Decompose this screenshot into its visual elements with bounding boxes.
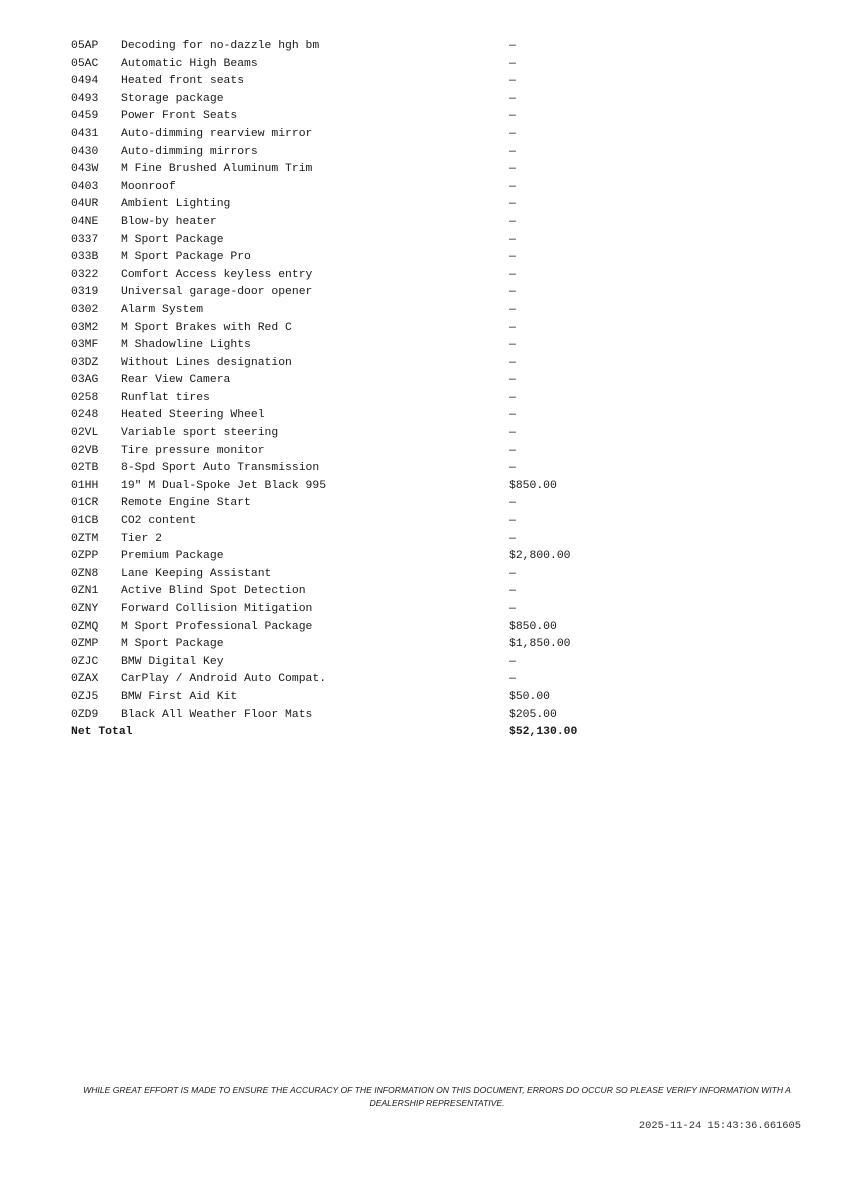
option-price: — [509,409,516,422]
option-description: Tire pressure monitor [121,444,265,457]
option-row [71,495,631,513]
option-description: Ambient Lighting [121,198,231,211]
option-row [71,302,631,320]
option-row [71,443,631,461]
option-description: Auto-dimming rearview mirror [121,127,313,140]
option-code: 05AP [71,40,99,52]
option-row [71,161,631,179]
option-row [71,249,631,267]
option-code: 0493 [71,92,99,105]
option-price: $850.00 [509,620,557,633]
option-price: — [509,427,516,440]
option-description: M Sport Brakes with Red C [121,321,292,334]
option-price: — [509,145,516,158]
option-description: Tier 2 [121,532,163,545]
option-row [71,38,631,56]
option-code: 0403 [71,180,99,193]
option-row [71,144,631,162]
option-description: M Sport Package [121,233,224,246]
option-code: 0ZN1 [71,585,99,598]
option-description: Active Blind Spot Detection [121,585,306,598]
option-description: BMW Digital Key [121,655,224,668]
option-price: — [509,180,516,193]
option-code: 033B [71,251,99,264]
option-price: — [509,321,516,334]
option-row [71,531,631,549]
option-row [71,284,631,302]
option-price: — [509,515,516,528]
option-price: — [509,251,516,264]
option-price: — [509,391,516,404]
option-row [71,267,631,285]
option-price: — [509,286,516,299]
option-code: 0258 [71,391,99,404]
option-description: M Sport Package Pro [121,251,251,264]
option-description: Moonroof [121,180,176,193]
option-row [71,636,631,654]
option-code: 03MF [71,339,99,352]
option-description: Premium Package [121,550,224,563]
option-row [71,654,631,672]
option-description: Rear View Camera [121,374,231,387]
option-code: 01CB [71,515,99,528]
option-price: $850.00 [509,479,557,492]
option-row [71,179,631,197]
option-code: 0ZPP [71,550,99,563]
option-description: Universal garage-door opener [121,286,313,299]
disclaimer-text: WHILE GREAT EFFORT IS MADE TO ENSURE THE ACCURACY OF THE INFORMATION ON THIS DOCUMENT, ERRORS DO OCCUR SO PLEASE VERIFY INFORMATION WITH A DEALERSHIP REPRESENTATIVE. [83,1085,791,1108]
option-code: 0302 [71,303,99,316]
option-code: 01CR [71,497,99,510]
option-price: — [509,462,516,475]
option-description: M Shadowline Lights [121,339,251,352]
option-row [71,196,631,214]
option-row [71,355,631,373]
option-row [71,232,631,250]
option-row [71,671,631,689]
option-description: Comfort Access keyless entry [121,268,313,281]
option-code: 0494 [71,75,99,88]
option-code: 0ZJ5 [71,690,99,703]
option-row [71,478,631,496]
option-code: 0430 [71,145,99,158]
option-row [71,619,631,637]
option-price: — [509,497,516,510]
option-code: 02TB [71,462,99,475]
option-description: Blow-by heater [121,215,217,228]
option-description: Heated Steering Wheel [121,409,265,422]
option-description: Without Lines designation [121,356,292,369]
option-code: 0322 [71,268,99,281]
option-row [71,91,631,109]
option-code: 03M2 [71,321,99,334]
option-code: 03AG [71,374,99,387]
option-row [71,126,631,144]
option-code: 02VB [71,444,99,457]
option-code: 02VL [71,427,99,440]
option-row [71,320,631,338]
option-description: CO2 content [121,515,197,528]
option-row [71,73,631,91]
option-row [71,548,631,566]
option-price: $50.00 [509,690,551,703]
option-price: — [509,92,516,105]
net-total-label: Net Total [71,726,133,739]
option-description: Remote Engine Start [121,497,251,510]
option-description: Variable sport steering [121,427,279,440]
option-description: Forward Collision Mitigation [121,603,313,615]
option-code: 0337 [71,233,99,246]
option-price: — [509,110,516,123]
option-price: — [509,40,516,52]
option-price: — [509,532,516,545]
option-row [71,601,631,619]
option-price: — [509,268,516,281]
option-description: Power Front Seats [121,110,238,123]
option-price: — [509,163,516,176]
net-total-value: $52,130.00 [509,726,578,739]
option-price: — [509,567,516,580]
option-row [71,583,631,601]
option-code: 0ZJC [71,655,99,668]
option-description: Auto-dimming mirrors [121,145,258,158]
option-code: 0248 [71,409,99,422]
net-total-row [71,724,631,742]
option-description: Decoding for no-dazzle hgh bm [121,40,320,52]
option-row [71,460,631,478]
option-code: 0459 [71,110,99,123]
option-row [71,372,631,390]
option-price: — [509,655,516,668]
options-list [71,38,631,742]
option-row [71,425,631,443]
option-code: 0319 [71,286,99,299]
option-code: 0ZTM [71,532,99,545]
option-price: — [509,215,516,228]
option-description: M Sport Professional Package [121,620,313,633]
generated-timestamp: 2025-11-24 15:43:36.661605 [638,1120,801,1132]
option-description: Lane Keeping Assistant [121,567,272,580]
option-code: 0ZAX [71,673,99,686]
option-price: — [509,198,516,211]
option-code: 0ZNY [71,603,99,615]
option-row [71,56,631,74]
option-row [71,566,631,584]
option-row [71,689,631,707]
option-description: 8-Spd Sport Auto Transmission [121,462,320,475]
option-description: 19" M Dual-Spoke Jet Black 995 [121,479,327,492]
option-row [71,513,631,531]
option-price: — [509,585,516,598]
option-code: 0431 [71,127,99,140]
option-price: — [509,127,516,140]
option-row [71,214,631,232]
option-code: 03DZ [71,356,99,369]
option-price: — [509,673,516,686]
option-description: Alarm System [121,303,204,316]
option-price: — [509,356,516,369]
option-row [71,390,631,408]
option-code: 04UR [71,198,99,211]
option-price: $2,800.00 [509,550,571,563]
option-price: — [509,374,516,387]
option-price: — [509,233,516,246]
option-price: $205.00 [509,708,557,721]
option-price: — [509,444,516,457]
option-code: 05AC [71,57,99,70]
option-description: CarPlay / Android Auto Compat. [121,673,327,686]
option-description: BMW First Aid Kit [121,690,238,703]
option-price: — [509,57,516,70]
option-price: — [509,303,516,316]
option-code: 0ZMQ [71,620,99,633]
option-description: Heated front seats [121,75,245,88]
option-code: 043W [71,163,99,176]
option-description: M Sport Package [121,638,224,651]
option-row [71,407,631,425]
option-code: 0ZMP [71,638,99,651]
option-row [71,337,631,355]
option-description: Runflat tires [121,391,210,404]
option-price: — [509,75,516,88]
option-code: 0ZD9 [71,708,99,721]
option-description: Black All Weather Floor Mats [121,708,313,721]
option-price: — [509,603,516,615]
option-description: Automatic High Beams [121,57,258,70]
option-code: 01HH [71,479,99,492]
option-description: M Fine Brushed Aluminum Trim [121,163,313,176]
option-row [71,108,631,126]
option-code: 0ZN8 [71,567,99,580]
option-code: 04NE [71,215,99,228]
option-row [71,707,631,725]
option-price: $1,850.00 [509,638,571,651]
option-price: — [509,339,516,352]
option-description: Storage package [121,92,224,105]
